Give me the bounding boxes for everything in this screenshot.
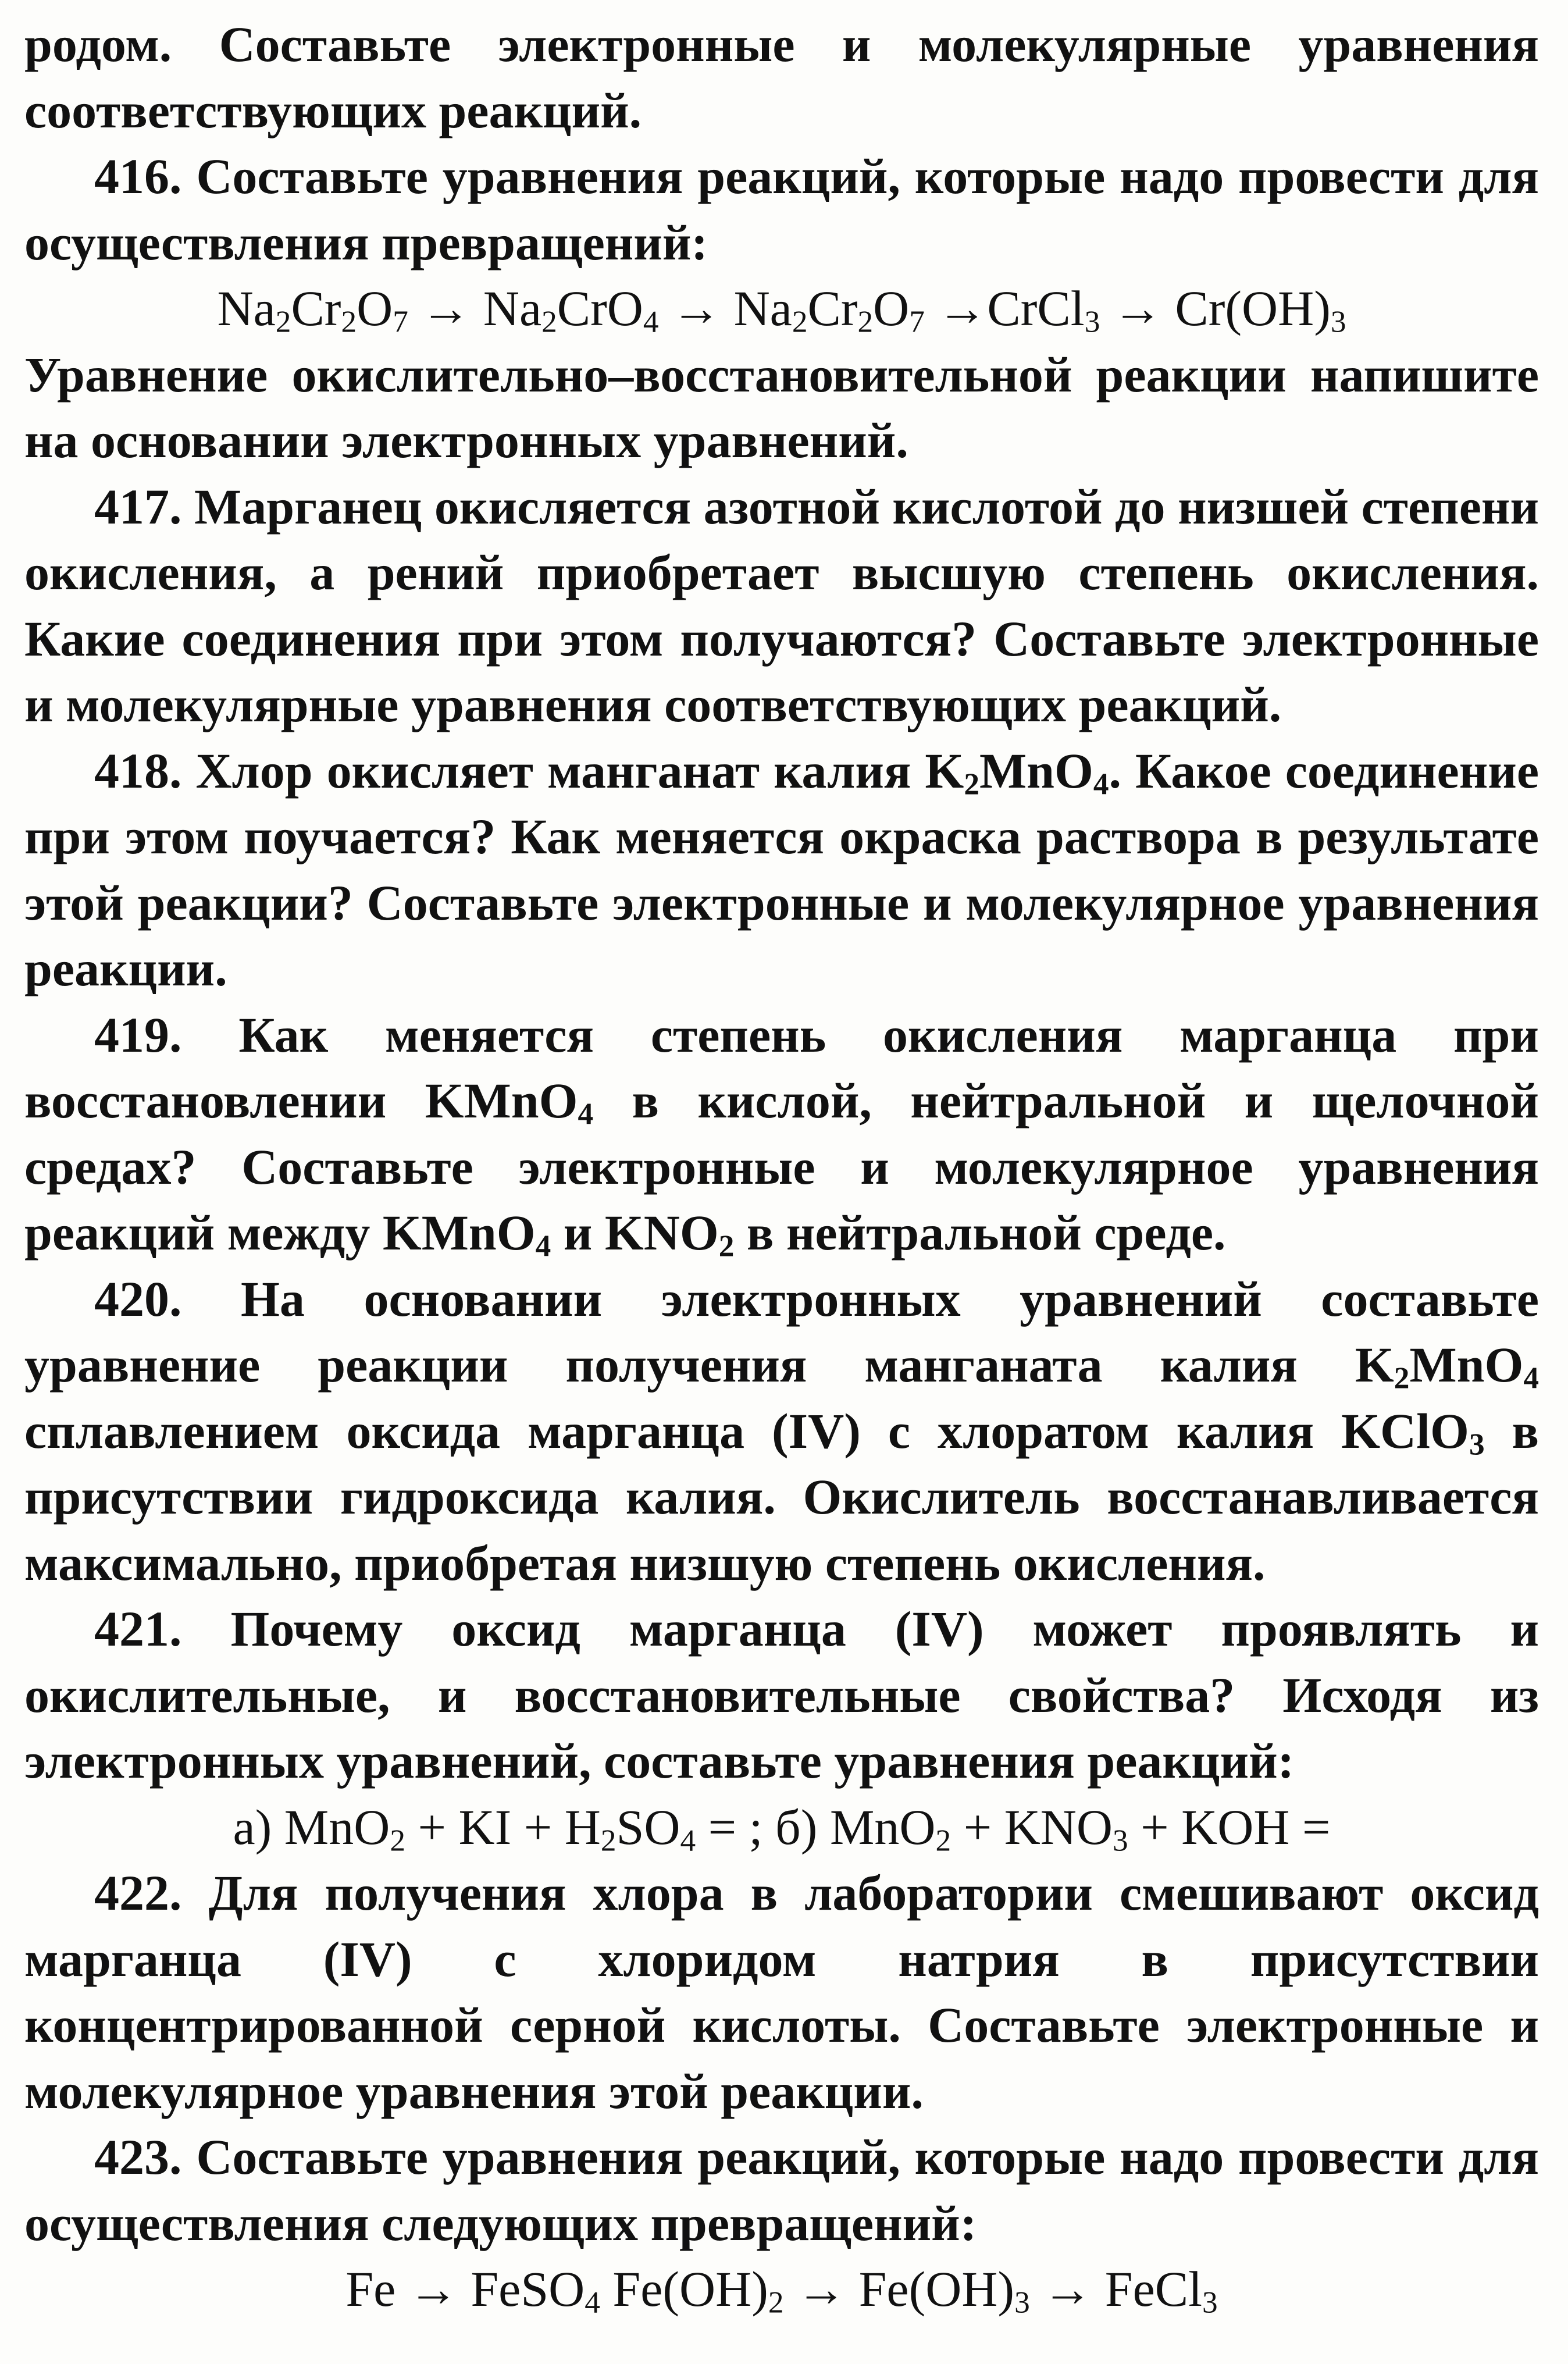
problem-422 [24, 1860, 1539, 2124]
inline-formula: KClO$_3$ [1341, 1402, 1485, 1462]
problem-418 [24, 738, 1539, 1002]
problem-number: 417. [94, 478, 182, 535]
problem-text: Составьте уравнения реакций, которые надо провести для осуществления превращений: [24, 148, 1539, 270]
problem-number: 423. [94, 2129, 182, 2185]
problem-416-note [24, 342, 1539, 474]
problem-text: сплавлением оксида марганца (IV) с хлоратом калия [24, 1402, 1342, 1459]
formula-423: Fe → FeSO$_4$ $Fe(OH)_2 \to Fe(OH)_3$ → FeCl$_3$ [345, 2261, 1218, 2320]
problem-number: 418. [94, 742, 182, 799]
continuation-paragraph [24, 12, 1539, 144]
problem-text: в присутствии гидроксида калия. Окислитель восстанавливается максимально, приобретая низшую степень окисления. [24, 1402, 1539, 1591]
inline-formula: KMnO$_4$ [425, 1073, 594, 1131]
problem-text: Почему оксид марганца (IV) может проявлять и окислительные, и восстановительные свойства? Исходя из электронных уравнений, составьте уравнения реакций: [24, 1601, 1540, 1789]
problem-text: в кислой, нейтральной и щелочной средах? Составьте электронные и молекулярное уравнения реакций между [24, 1073, 1539, 1261]
inline-formula: $K_2MnO_4$ [925, 742, 1109, 802]
continuation-text: родом. Составьте электронные и молекулярные уравнения соответствующих реакций. [24, 16, 1539, 138]
inline-formula: $KNO_2$ [604, 1205, 735, 1263]
problem-text: и [551, 1205, 605, 1261]
problem-text: в нейтральной среде. [734, 1205, 1226, 1261]
problem-text: Хлор окисляет манганат калия [195, 742, 925, 799]
problem-421 [24, 1596, 1539, 1795]
formula-416: $Na_2Cr_2O_7 \to Na_2CrO_4 \to Na_2Cr_2O_7$ →CrCl$_3$ → $Cr(OH)_3$ [217, 280, 1346, 339]
problem-number: 419. [94, 1006, 182, 1063]
problem-number: 420. [94, 1270, 182, 1327]
problem-419 [24, 1002, 1539, 1266]
problem-number: 422. [94, 1865, 182, 1921]
problem-text: Для получения хлора в лаборатории смешивают оксид марганца (IV) с хлоридом натрия в присутствии концентрированной серной кислоты. Составьте электронные и молекулярное уравнения этой реакции. [24, 1865, 1539, 2119]
problem-text: Составьте уравнения реакций, которые надо провести для осуществления следующих превращений: [24, 2129, 1539, 2251]
problem-417 [24, 474, 1539, 738]
problem-text: Как меняется степень окисления марганца при восстановлении [24, 1006, 1539, 1128]
inline-formula: $K_2MnO_4$ [1355, 1337, 1539, 1395]
problem-text: Марганец окисляется азотной кислотой до низшей степени окисления, а рений приобретает высшую степень окисления. Какие соединения при этом получаются? Составьте электронные и молекулярные уравнения соответствующих реакций. [24, 478, 1540, 732]
formula-421: а) MnO$_2$ + KI + $H_2SO_4$ = ; б) $MnO_2 + KNO_3$ + KOH = [233, 1799, 1331, 1858]
problem-423 [24, 2124, 1539, 2256]
problem-text: Уравнение окислительно–восстановительной реакции напишите на основании электронных уравнений. [24, 346, 1539, 468]
inline-formula: KMnO$_4$ [382, 1205, 551, 1263]
problem-number: 421. [94, 1601, 182, 1657]
problem-416 [24, 144, 1539, 276]
problem-text: . Какое соединение при этом поучается? Как меняется окраска раствора в результате этой реакции? Составьте электронные и молекулярное уравнения реакции. [24, 742, 1539, 996]
problem-text: На основании электронных уравнений составьте уравнение реакции получения манганата калия [24, 1270, 1539, 1393]
problem-number: 416. [94, 148, 182, 204]
problem-420 [24, 1266, 1539, 1597]
